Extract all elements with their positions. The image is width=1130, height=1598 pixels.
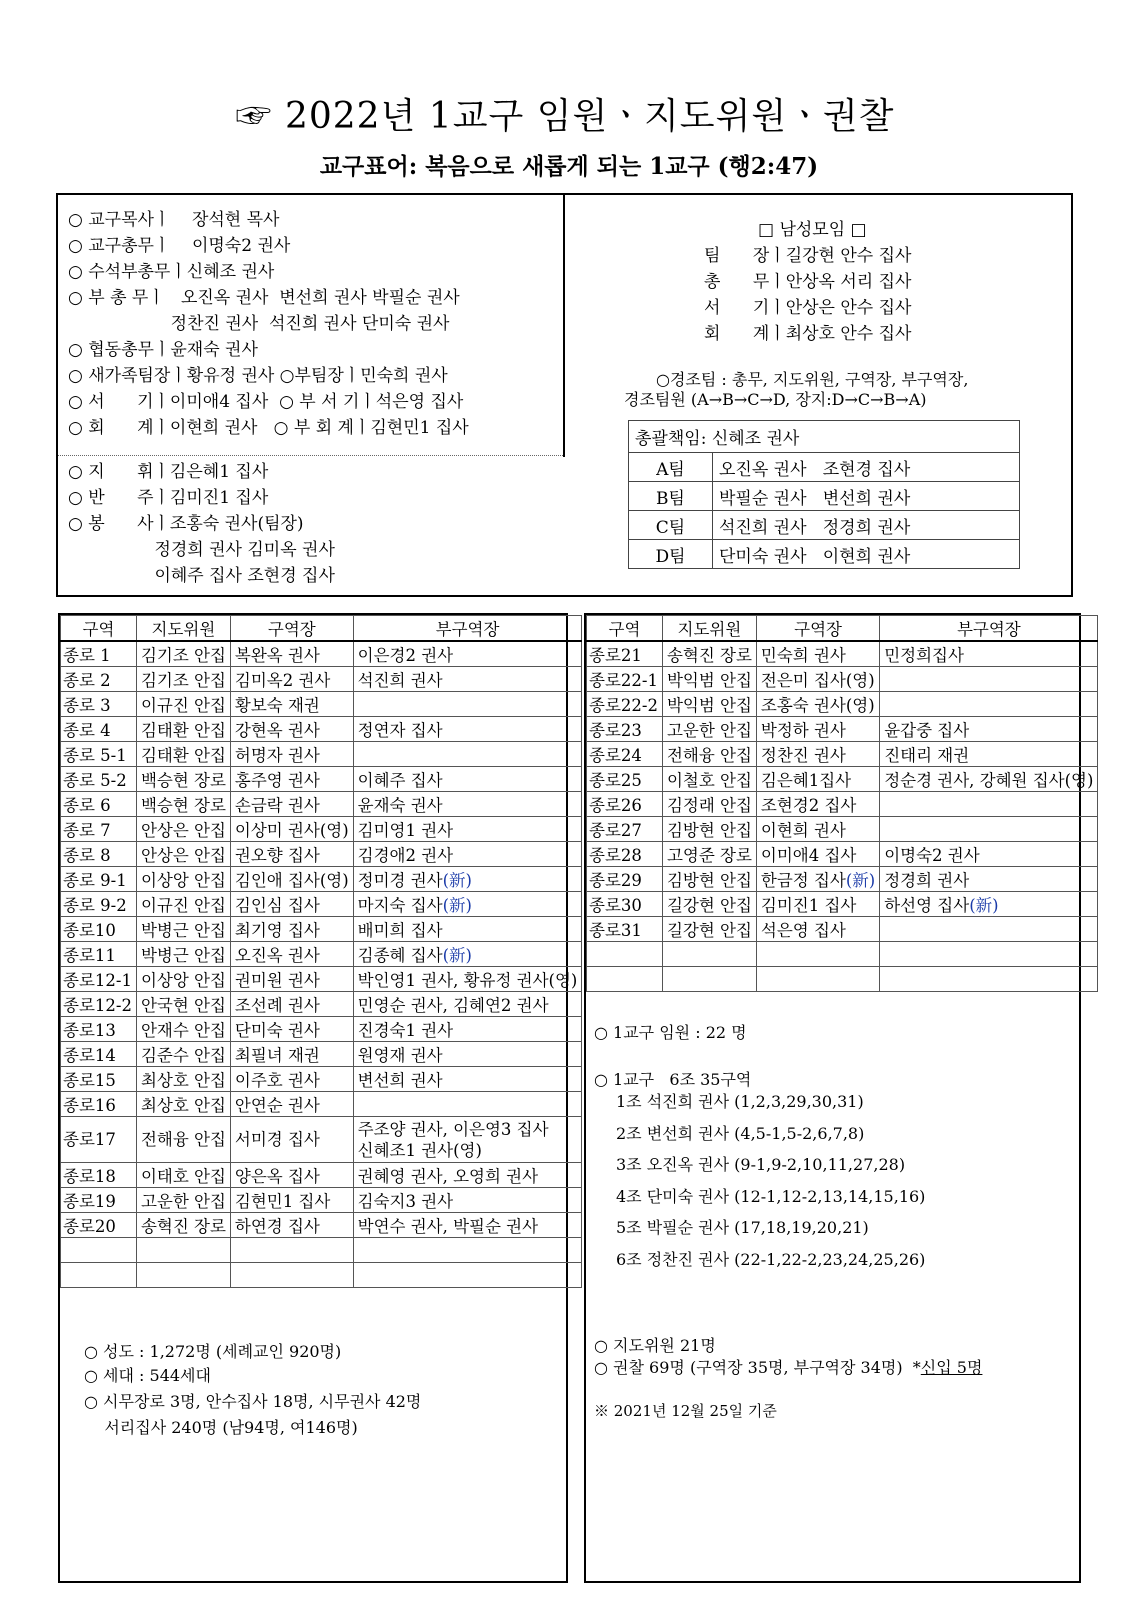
subleader-cell: 박연수 권사, 박필순 권사 xyxy=(353,1213,582,1238)
table-row xyxy=(61,1263,582,1288)
col-header: 구역장 xyxy=(230,616,353,642)
leader-cell: 양은옥 집사 xyxy=(230,1163,353,1188)
table-row xyxy=(61,1163,582,1188)
basis-date: ※ 2021년 12월 25일 기준 xyxy=(594,1402,777,1420)
team-members: 오진옥 권사 조현경 집사 xyxy=(713,453,1020,482)
new-mark: (新) xyxy=(442,871,472,890)
divider xyxy=(58,455,563,456)
advisor-cell: 김기조 안집 xyxy=(136,667,230,692)
page-title: ☞ 2022년 1교구 임원ㆍ지도위원ㆍ권찰 xyxy=(235,96,895,137)
kwonchal-count xyxy=(594,1355,982,1378)
team-name: A팀 xyxy=(629,453,713,482)
district-cell: 종로 8 xyxy=(61,842,137,867)
leader-cell: 안연순 권사 xyxy=(230,1092,353,1117)
left-section xyxy=(58,613,578,1583)
advisor-cell: 안국현 안집 xyxy=(136,992,230,1017)
advisor-cell: 고운한 안집 xyxy=(136,1188,230,1213)
district-cell xyxy=(61,1263,137,1288)
officer-line: 이혜주 집사 조현경 집사 xyxy=(68,566,335,586)
subleader-cell xyxy=(880,667,1098,692)
district-cell: 종로23 xyxy=(587,717,663,742)
condolence-line-2: 경조팀원 (A→B→C→D, 장지:D→C→B→A) xyxy=(624,390,927,409)
subleader-cell xyxy=(880,967,1098,992)
leader-cell: 이주호 권사 xyxy=(230,1067,353,1092)
district-cell: 종로24 xyxy=(587,742,663,767)
subleader-cell: 석진희 권사 xyxy=(353,667,582,692)
district-cell: 종로20 xyxy=(61,1213,137,1238)
col-header: 부구역장 xyxy=(353,616,582,642)
officer-line: ○ 수석부총무ㅣ신혜조 권사 xyxy=(68,262,275,282)
district-cell: 종로31 xyxy=(587,917,663,942)
condolence-line-1: ○경조팀 : 총무, 지도위원, 구역장, 부구역장, xyxy=(656,370,969,389)
table-row xyxy=(587,792,1098,817)
table-row xyxy=(587,717,1098,742)
officer-line: ○ 교구목사ㅣ 장석현 목사 xyxy=(68,210,280,230)
district-cell: 종로 2 xyxy=(61,667,137,692)
subleader-cell: 진태리 재권 xyxy=(880,742,1098,767)
subleader-cell: 원영재 권사 xyxy=(353,1042,582,1067)
officer-line: ○ 부 총 무ㅣ 오진옥 권사 변선희 권사 박필순 권사 xyxy=(68,288,460,308)
district-cell xyxy=(587,942,663,967)
district-cell: 종로26 xyxy=(587,792,663,817)
advisor-cell: 박익범 안집 xyxy=(662,667,756,692)
advisor-cell: 안상은 안집 xyxy=(136,817,230,842)
officers-count: ○ 1교구 임원 : 22 명 xyxy=(594,1023,747,1042)
advisor-cell: 김태환 안집 xyxy=(136,717,230,742)
leader-cell: 김인애 집사(영) xyxy=(230,867,353,892)
advisor-cell: 백승현 장로 xyxy=(136,767,230,792)
officer-line: ○ 서 기ㅣ이미애4 집사 ○ 부 서 기ㅣ석은영 집사 xyxy=(68,392,464,412)
leader-cell: 하연경 집사 xyxy=(230,1213,353,1238)
table-row xyxy=(587,692,1098,717)
subleader-cell: 이은경2 권사 xyxy=(353,641,582,667)
district-cell: 종로 7 xyxy=(61,817,137,842)
leader-cell: 이미애4 집사 xyxy=(756,842,879,867)
col-header: 구역 xyxy=(587,616,663,642)
summary-line: ○ 시무장로 3명, 안수집사 18명, 시무권사 42명 xyxy=(84,1392,422,1411)
right-district-table xyxy=(586,615,1098,992)
subleader-cell xyxy=(880,792,1098,817)
officer-line: ○ 회 계ㅣ이현희 권사 ○ 부 회 계ㅣ김현민1 집사 xyxy=(68,418,469,438)
subleader-cell xyxy=(353,742,582,767)
subleader-cell: 변선희 권사 xyxy=(353,1067,582,1092)
kwonchal-text: ○ 권찰 69명 (구역장 35명, 부구역장 34명) * xyxy=(594,1358,921,1377)
leader-cell: 조홍숙 권사(영) xyxy=(756,692,879,717)
district-cell: 종로10 xyxy=(61,917,137,942)
subleader-cell: 윤갑중 집사 xyxy=(880,717,1098,742)
officer-line: ○ 새가족팀장ㅣ황유정 권사 ○부팀장ㅣ민숙희 권사 xyxy=(68,366,448,386)
group-line: 2조 변선희 권사 (4,5-1,5-2,6,7,8) xyxy=(616,1123,865,1143)
advisor-cell: 박병근 안집 xyxy=(136,942,230,967)
leader-cell: 전은미 집사(영) xyxy=(756,667,879,692)
subleader-cell xyxy=(880,817,1098,842)
advisor-cell xyxy=(136,1238,230,1263)
summary-line: ○ 세대 : 544세대 xyxy=(84,1366,211,1385)
officer-line: 정찬진 권사 석진희 권사 단미숙 권사 xyxy=(68,314,450,334)
district-cell xyxy=(61,1238,137,1263)
table-row xyxy=(61,717,582,742)
district-cell: 종로28 xyxy=(587,842,663,867)
team-name: B팀 xyxy=(629,482,713,511)
condolence-head: 총괄책임: 신혜조 권사 xyxy=(629,421,1020,453)
leader-cell: 조선례 권사 xyxy=(230,992,353,1017)
team-name: D팀 xyxy=(629,540,713,569)
advisor-cell: 이태호 안집 xyxy=(136,1163,230,1188)
leader-cell: 서미경 집사 xyxy=(230,1117,353,1163)
subleader-cell: 주조양 권사, 이은영3 집사 신혜조1 권사(영) xyxy=(353,1117,582,1163)
leader-cell: 최필녀 재권 xyxy=(230,1042,353,1067)
advisor-cell: 박익범 안집 xyxy=(662,692,756,717)
table-row xyxy=(61,1067,582,1092)
col-header: 구역장 xyxy=(756,616,879,642)
summary-line: 서리집사 240명 (남94명, 여146명) xyxy=(84,1418,358,1437)
leader-cell xyxy=(756,967,879,992)
leader-cell: 권오향 집사 xyxy=(230,842,353,867)
advisor-cell xyxy=(662,942,756,967)
district-cell: 종로17 xyxy=(61,1117,137,1163)
subleader-cell: 민영순 권사, 김혜연2 권사 xyxy=(353,992,582,1017)
leader-cell: 복완옥 권사 xyxy=(230,641,353,667)
advisor-cell: 최상호 안집 xyxy=(136,1092,230,1117)
group-line: 6조 정찬진 권사 (22-1,22-2,23,24,25,26) xyxy=(616,1249,926,1269)
advisor-cell: 송혁진 장로 xyxy=(662,641,756,667)
subleader-cell: 배미희 집사 xyxy=(353,917,582,942)
subleader-cell: 정미경 권사(新) xyxy=(353,867,582,892)
leader-cell: 한금정 집사(新) xyxy=(756,867,879,892)
men-group-line: 서 기ㅣ안상은 안수 집사 xyxy=(704,298,912,318)
district-cell: 종로 1 xyxy=(61,641,137,667)
group-line: 5조 박필순 권사 (17,18,19,20,21) xyxy=(616,1218,869,1237)
subleader-cell: 정연자 집사 xyxy=(353,717,582,742)
table-row xyxy=(587,667,1098,692)
leader-cell: 오진옥 권사 xyxy=(230,942,353,967)
advisor-cell: 이상앙 안집 xyxy=(136,867,230,892)
subleader-cell: 정경희 권사 xyxy=(880,867,1098,892)
district-cell: 종로27 xyxy=(587,817,663,842)
leader-cell: 권미원 권사 xyxy=(230,967,353,992)
leader-cell: 김인심 집사 xyxy=(230,892,353,917)
district-cell: 종로15 xyxy=(61,1067,137,1092)
advisor-cell: 이규진 안집 xyxy=(136,692,230,717)
subleader-cell: 이혜주 집사 xyxy=(353,767,582,792)
left-district-table xyxy=(60,615,582,1288)
table-row xyxy=(61,842,582,867)
leader-cell: 민숙희 권사 xyxy=(756,641,879,667)
leader-cell xyxy=(230,1238,353,1263)
table-row xyxy=(61,1017,582,1042)
subleader-cell: 진경숙1 권사 xyxy=(353,1017,582,1042)
subleader-cell: 마지숙 집사(新) xyxy=(353,892,582,917)
table-row xyxy=(61,1042,582,1067)
leader-cell: 단미숙 권사 xyxy=(230,1017,353,1042)
team-members: 단미숙 권사 이현희 권사 xyxy=(713,540,1020,569)
district-cell: 종로18 xyxy=(61,1163,137,1188)
advisors-count: ○ 지도위원 21명 xyxy=(594,1336,716,1355)
leader-cell: 이상미 권사(영) xyxy=(230,817,353,842)
district-cell: 종로29 xyxy=(587,867,663,892)
condolence-team-row xyxy=(629,453,1020,482)
leader-cell: 홍주영 권사 xyxy=(230,767,353,792)
district-cell: 종로 3 xyxy=(61,692,137,717)
leader-cell: 김현민1 집사 xyxy=(230,1188,353,1213)
table-row xyxy=(61,1188,582,1213)
leader-cell: 김은혜1집사 xyxy=(756,767,879,792)
men-group-line: 팀 장ㅣ길강현 안수 집사 xyxy=(704,246,912,266)
district-cell: 종로30 xyxy=(587,892,663,917)
table-row xyxy=(61,1092,582,1117)
subleader-cell xyxy=(880,942,1098,967)
advisor-cell xyxy=(662,967,756,992)
advisor-cell: 안상은 안집 xyxy=(136,842,230,867)
table-row xyxy=(61,867,582,892)
right-section xyxy=(584,613,1094,1583)
subleader-cell: 김미영1 권사 xyxy=(353,817,582,842)
subleader-cell: 윤재숙 권사 xyxy=(353,792,582,817)
col-header: 부구역장 xyxy=(880,616,1098,642)
advisor-cell: 김기조 안집 xyxy=(136,641,230,667)
table-row xyxy=(587,817,1098,842)
district-cell: 종로21 xyxy=(587,641,663,667)
advisor-cell: 길강현 안집 xyxy=(662,892,756,917)
leader-cell: 조현경2 집사 xyxy=(756,792,879,817)
officer-line: ○ 지 휘ㅣ김은혜1 집사 xyxy=(68,462,269,482)
district-cell: 종로 5-1 xyxy=(61,742,137,767)
col-header: 지도위원 xyxy=(662,616,756,642)
district-cell: 종로12-1 xyxy=(61,967,137,992)
table-row xyxy=(587,641,1098,667)
advisor-cell: 김준수 안집 xyxy=(136,1042,230,1067)
advisor-cell: 송혁진 장로 xyxy=(136,1213,230,1238)
table-row xyxy=(61,1213,582,1238)
table-row xyxy=(587,917,1098,942)
table-row xyxy=(61,917,582,942)
subleader-cell xyxy=(880,917,1098,942)
table-row xyxy=(587,767,1098,792)
table-row xyxy=(61,667,582,692)
district-cell: 종로12-2 xyxy=(61,992,137,1017)
table-row xyxy=(61,692,582,717)
district-cell: 종로22-1 xyxy=(587,667,663,692)
table-row xyxy=(61,967,582,992)
leader-cell: 최기영 집사 xyxy=(230,917,353,942)
team-name: C팀 xyxy=(629,511,713,540)
district-cell: 종로11 xyxy=(61,942,137,967)
leader-cell xyxy=(230,1263,353,1288)
table-row xyxy=(61,1238,582,1263)
group-line: 3조 오진옥 권사 (9-1,9-2,10,11,27,28) xyxy=(616,1155,906,1174)
subleader-cell: 박인영1 권사, 황유정 권사(영) xyxy=(353,967,582,992)
advisor-cell: 전해융 안집 xyxy=(662,742,756,767)
team-members: 박필순 권사 변선희 권사 xyxy=(713,482,1020,511)
team-members: 석진희 권사 정경희 권사 xyxy=(713,511,1020,540)
table-row xyxy=(61,641,582,667)
table-row xyxy=(61,792,582,817)
advisor-cell: 김태환 안집 xyxy=(136,742,230,767)
district-cell: 종로 6 xyxy=(61,792,137,817)
table-row xyxy=(61,1117,582,1163)
advisor-cell xyxy=(136,1263,230,1288)
condolence-team-row xyxy=(629,482,1020,511)
subleader-cell: 하선영 집사(新) xyxy=(880,892,1098,917)
table-row xyxy=(587,892,1098,917)
subleader-cell: 김종혜 집사(新) xyxy=(353,942,582,967)
col-header: 구역 xyxy=(61,616,137,642)
advisor-cell: 이규진 안집 xyxy=(136,892,230,917)
subleader-cell xyxy=(353,1092,582,1117)
leader-cell: 박정하 권사 xyxy=(756,717,879,742)
table-row xyxy=(61,817,582,842)
leader-cell: 석은영 집사 xyxy=(756,917,879,942)
subleader-cell: 권혜영 권사, 오영희 권사 xyxy=(353,1163,582,1188)
divider xyxy=(563,195,565,457)
advisor-cell: 전해융 안집 xyxy=(136,1117,230,1163)
advisor-cell: 김방현 안집 xyxy=(662,867,756,892)
district-cell: 종로14 xyxy=(61,1042,137,1067)
table-row xyxy=(61,742,582,767)
summary-line: ○ 성도 : 1,272명 (세례교인 920명) xyxy=(84,1342,342,1361)
advisor-cell: 이상앙 안집 xyxy=(136,967,230,992)
advisor-cell: 김정래 안집 xyxy=(662,792,756,817)
subleader-cell xyxy=(353,1238,582,1263)
subleader-cell xyxy=(880,692,1098,717)
leader-cell: 김미진1 집사 xyxy=(756,892,879,917)
subleader-cell: 민정희집사 xyxy=(880,641,1098,667)
district-cell: 종로13 xyxy=(61,1017,137,1042)
men-group-line: 총 무ㅣ안상옥 서리 집사 xyxy=(704,272,912,292)
men-group-title: □ 남성모임 □ xyxy=(758,220,867,240)
leader-cell xyxy=(756,942,879,967)
table-row xyxy=(587,967,1098,992)
district-cell: 종로 5-2 xyxy=(61,767,137,792)
leader-cell: 이현희 권사 xyxy=(756,817,879,842)
table-row xyxy=(587,842,1098,867)
new-members: 신입 5명 xyxy=(920,1358,983,1377)
district-cell: 종로16 xyxy=(61,1092,137,1117)
subleader-cell: 정순경 권사, 강혜원 집사(영) xyxy=(880,767,1098,792)
leader-cell: 강현옥 권사 xyxy=(230,717,353,742)
officer-line: 정경희 권사 김미옥 권사 xyxy=(68,540,335,560)
subleader-cell: 이명숙2 권사 xyxy=(880,842,1098,867)
subleader-cell: 김숙지3 권사 xyxy=(353,1188,582,1213)
advisor-cell: 이철호 안집 xyxy=(662,767,756,792)
condolence-team-row xyxy=(629,540,1020,569)
district-cell: 종로19 xyxy=(61,1188,137,1213)
advisor-cell: 최상호 안집 xyxy=(136,1067,230,1092)
leader-cell: 허명자 권사 xyxy=(230,742,353,767)
col-header: 지도위원 xyxy=(136,616,230,642)
officer-line: ○ 봉 사ㅣ조홍숙 권사(팀장) xyxy=(68,514,304,534)
table-row xyxy=(587,942,1098,967)
district-cell: 종로22-2 xyxy=(587,692,663,717)
district-cell: 종로 9-1 xyxy=(61,867,137,892)
table-row xyxy=(61,767,582,792)
advisor-cell: 고영준 장로 xyxy=(662,842,756,867)
district-cell xyxy=(587,967,663,992)
subleader-cell xyxy=(353,692,582,717)
table-row xyxy=(61,992,582,1017)
groups-title: ○ 1교구 6조 35구역 xyxy=(594,1070,752,1089)
district-cell: 종로25 xyxy=(587,767,663,792)
advisor-cell: 박병근 안집 xyxy=(136,917,230,942)
subleader-cell: 김경애2 권사 xyxy=(353,842,582,867)
advisor-cell: 안재수 안집 xyxy=(136,1017,230,1042)
page-subtitle: 교구표어: 복음으로 새롭게 되는 1교구 (행2:47) xyxy=(319,153,819,180)
leader-cell: 김미옥2 권사 xyxy=(230,667,353,692)
advisor-cell: 김방현 안집 xyxy=(662,817,756,842)
group-line: 1조 석진희 권사 (1,2,3,29,30,31) xyxy=(616,1092,864,1111)
officer-line: ○ 협동총무ㅣ윤재숙 권사 xyxy=(68,340,258,360)
men-group-line: 회 계ㅣ최상호 안수 집사 xyxy=(704,324,912,344)
table-row xyxy=(587,742,1098,767)
district-cell: 종로 4 xyxy=(61,717,137,742)
group-line: 4조 단미숙 권사 (12-1,12-2,13,14,15,16) xyxy=(616,1186,926,1206)
district-cell: 종로 9-2 xyxy=(61,892,137,917)
leader-cell: 정찬진 권사 xyxy=(756,742,879,767)
new-mark: (新) xyxy=(442,896,472,915)
new-mark: (新) xyxy=(845,871,876,890)
table-row xyxy=(61,892,582,917)
leader-cell: 손금락 권사 xyxy=(230,792,353,817)
condolence-team-row xyxy=(629,511,1020,540)
advisor-cell: 고운한 안집 xyxy=(662,717,756,742)
officer-line: ○ 교구총무ㅣ 이명숙2 권사 xyxy=(68,236,291,256)
new-mark: (新) xyxy=(442,946,472,965)
advisor-cell: 길강현 안집 xyxy=(662,917,756,942)
table-row xyxy=(61,942,582,967)
table-row xyxy=(587,867,1098,892)
subleader-cell xyxy=(353,1263,582,1288)
officer-line: ○ 반 주ㅣ김미진1 집사 xyxy=(68,488,269,508)
new-mark: (新) xyxy=(969,896,999,915)
advisor-cell: 백승현 장로 xyxy=(136,792,230,817)
condolence-table xyxy=(628,420,1020,569)
leader-cell: 황보숙 재권 xyxy=(230,692,353,717)
